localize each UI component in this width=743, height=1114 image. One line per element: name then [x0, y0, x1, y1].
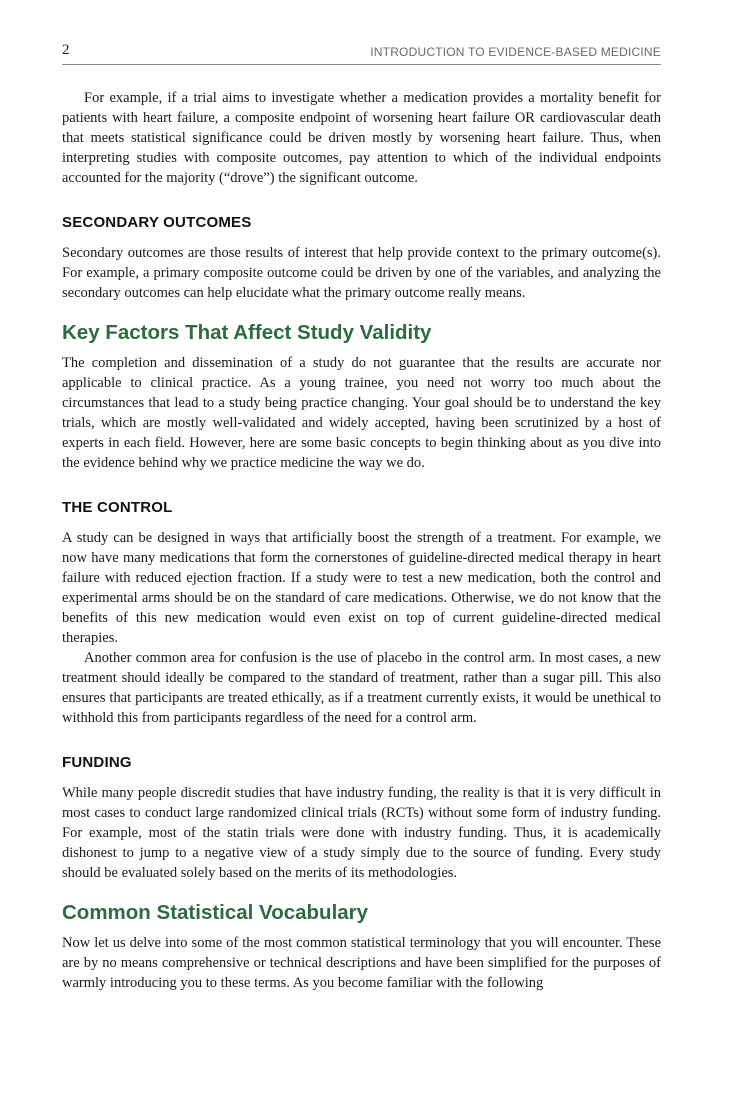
paragraph-control-design: A study can be designed in ways that artificially boost the strength of a treatment. For example, we now have many medications that form the cornerstones of guideline-directed medical therapy in heart failure with reduced ejection fraction. If a study were to test a new medication, both the control and experimental arms should be on the standard of care medications. Otherwise, we do not know that the benefits of this new medication would even exist on top of current guideline-directed medical therapies. — [62, 530, 661, 646]
paragraph-placebo: Another common area for confusion is the use of placebo in the control arm. In most cases, a new treatment should ideally be compared to the standard of treatment, rather than a sugar pill. This also ensures that participants are treated ethically, as if a treatment currently exists, it would be unethical to withhold this from participants regardless of the need for a control arm. — [62, 650, 661, 726]
paragraph-key-factors: The completion and dissemination of a study do not guarantee that the results are accurate nor applicable to clinical practice. As a young trainee, you need not worry too much about the circumstances that lead to a study being practice changing. Your goal should be to understand the key trials, which are mostly well-validated and widely accepted, having been scrutinized by a host of experts in each field. However, here are some basic concepts to begin thinking about as you dive into the evidence behind why we practice medicine the way we do. — [62, 355, 661, 471]
subheading-secondary-outcomes: SECONDARY OUTCOMES — [62, 214, 252, 231]
section-heading-key-factors: Key Factors That Affect Study Validity — [62, 321, 432, 344]
subheading-funding: FUNDING — [62, 754, 132, 771]
paragraph-statistical-vocabulary: Now let us delve into some of the most common statistical terminology that you will encounter. These are by no means comprehensive or technical descriptions and have been simplified for the purposes of warmly introducing you to these terms. As you become familiar with the following — [62, 935, 661, 991]
running-head: INTRODUCTION TO EVIDENCE-BASED MEDICINE — [370, 45, 661, 59]
page-number: 2 — [62, 42, 70, 58]
section-heading-statistical-vocabulary: Common Statistical Vocabulary — [62, 901, 369, 924]
page-body — [62, 88, 661, 993]
paragraph-secondary-outcomes: Secondary outcomes are those results of interest that help provide context to the primary outcome(s). For example, a primary composite outcome could be driven by one of the variables, and analyzing the secondary outcomes can help elucidate what the primary outcome really means. — [62, 245, 661, 301]
paragraph-composite-example: For example, if a trial aims to investigate whether a medication provides a mortality benefit for patients with heart failure, a composite endpoint of worsening heart failure OR cardiovascular death that meets statistical significance could be driven mostly by worsening heart failure. Thus, when interpreting studies with composite outcomes, pay attention to which of the individual endpoints accounted for the majority (“drove”) the significant outcome. — [62, 90, 661, 186]
subheading-the-control: THE CONTROL — [62, 499, 173, 516]
page-header — [62, 42, 661, 65]
paragraph-funding: While many people discredit studies that have industry funding, the reality is that it is very difficult in most cases to conduct large randomized clinical trials (RCTs) without some form of industry funding. For example, most of the statin trials were done with industry funding. Thus, it is academically dishonest to jump to a negative view of a study simply due to the source of funding. Every study should be evaluated solely based on the merits of its methodologies. — [62, 785, 661, 881]
